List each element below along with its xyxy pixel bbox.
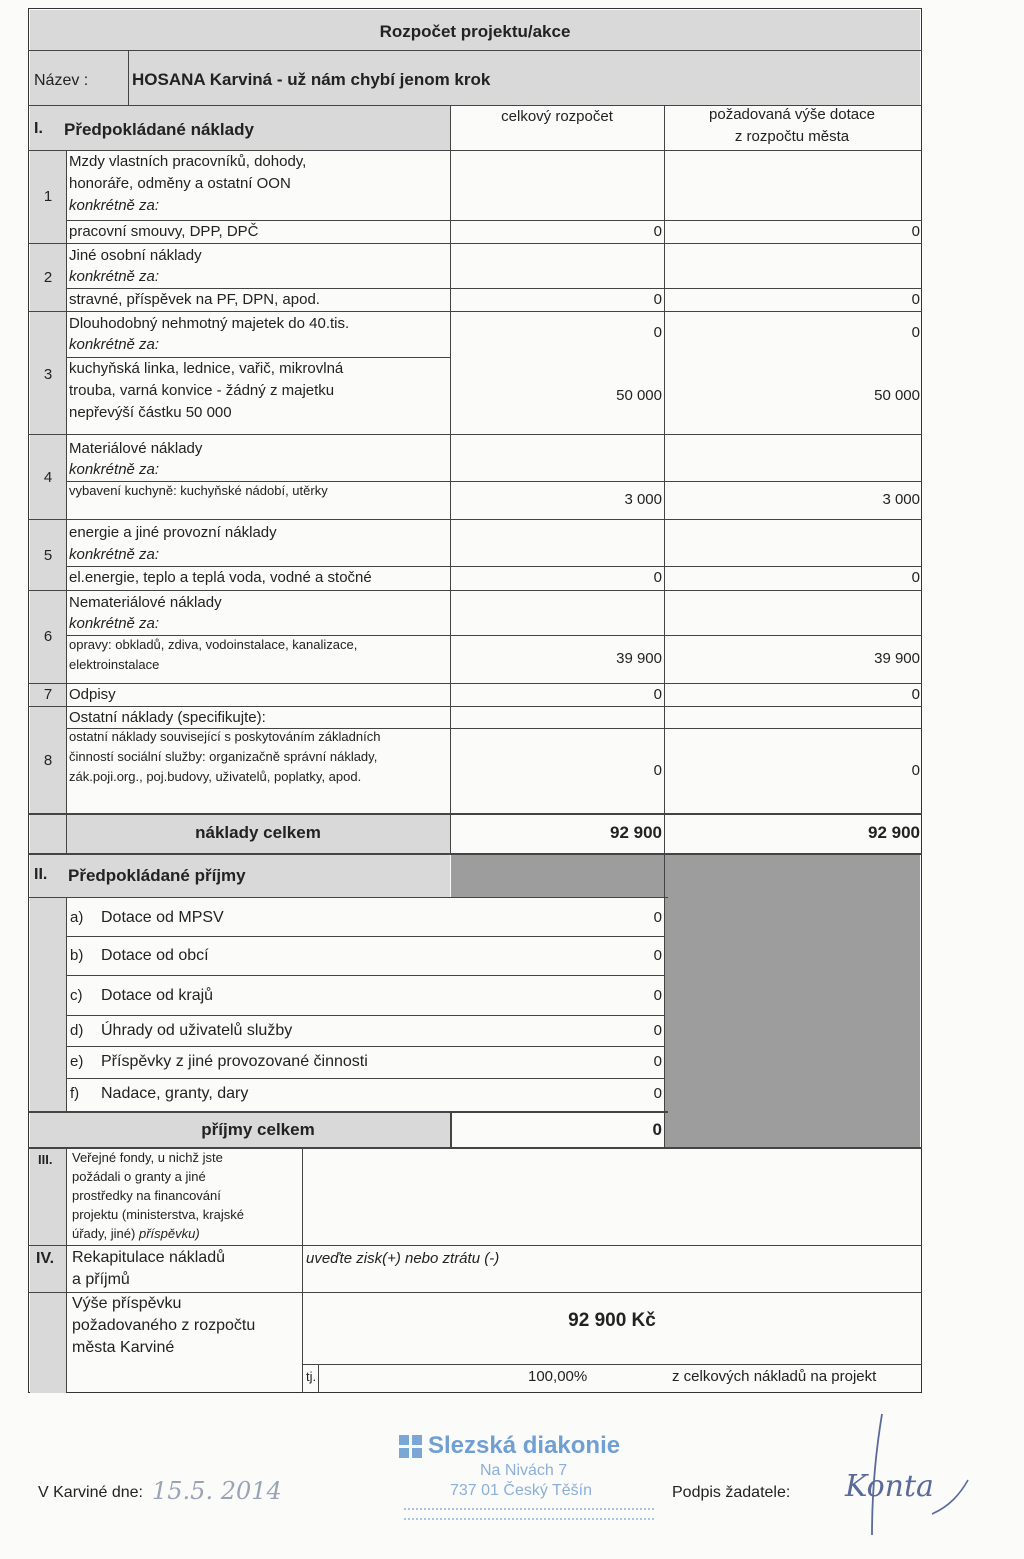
row3-detail-3: nepřevýší částku 50 000 (69, 404, 232, 421)
section4-label-2: a příjmů (72, 1271, 130, 1288)
diakonie-logo-icon (398, 1434, 424, 1460)
row4-detail: vybavení kuchyně: kuchyňské nádobí, utěrky (69, 483, 328, 498)
name-label: Název : (34, 72, 89, 89)
row2-detail: stravné, příspěvek na PF, DPN, apod. (69, 291, 320, 308)
section3-line-2: požádali o granty a jiné (72, 1169, 206, 1184)
row1-total: 0 (653, 223, 662, 240)
row3-detail-1: kuchyňská linka, lednice, vařič, mikrovlná (69, 360, 344, 377)
row3-requested: 50 000 (874, 387, 920, 404)
section1-title: Předpokládané náklady (64, 120, 254, 139)
row8-detail-3: zák.poji.org., poj.budovy, uživatelů, poplatky, apod. (69, 769, 362, 784)
row4-total: 3 000 (624, 491, 662, 508)
income-e-letter: e) (70, 1053, 84, 1070)
row3-detail-2: trouba, varná konvice - žádný z majetku (69, 382, 335, 399)
date-label: V Karviné dne: (38, 1484, 143, 1501)
income-e-label: Příspěvky z jiné provozované činnosti (101, 1053, 368, 1070)
costs-requested: 92 900 (868, 823, 920, 842)
section4-num: IV. (36, 1250, 55, 1267)
section3-line-4: projektu (ministerstva, krajské (72, 1207, 244, 1222)
contribution-amount: 92 900 Kč (568, 1310, 656, 1331)
contribution-note: z celkových nákladů na projekt (672, 1368, 877, 1385)
row5-total: 0 (653, 569, 662, 586)
row8-num: 8 (43, 752, 53, 769)
income-f-letter: f) (70, 1085, 80, 1102)
stamp-line1: Na Nivách 7 (480, 1462, 568, 1479)
row3-title-requested: 0 (911, 324, 920, 341)
section2-num: II. (34, 866, 48, 883)
costs-total: 92 900 (610, 823, 662, 842)
row1-title-1: Mzdy vlastních pracovníků, dohody, (69, 153, 307, 170)
income-e-value: 0 (653, 1053, 662, 1070)
signature-stroke-icon (832, 1410, 972, 1540)
income-a-value: 0 (653, 909, 662, 926)
row6-total: 39 900 (616, 650, 662, 667)
project-name: HOSANA Karviná - už nám chybí jenom krok (132, 70, 491, 89)
contribution-tj: tj. (306, 1369, 317, 1384)
income-a-letter: a) (70, 909, 84, 926)
contribution-label-3: města Karviné (72, 1339, 175, 1356)
income-a-label: Dotace od MPSV (101, 909, 224, 926)
income-total: 0 (652, 1120, 662, 1139)
row3-total: 50 000 (616, 387, 662, 404)
row1-title-2: honoráře, odměny a ostatní OON (69, 175, 291, 192)
row3-concretely: konkrétně za: (69, 336, 160, 353)
row7-title: Odpisy (69, 686, 116, 703)
income-b-label: Dotace od obcí (101, 947, 209, 964)
income-total-label: příjmy celkem (201, 1120, 315, 1139)
row7-num: 7 (43, 686, 53, 703)
income-d-value: 0 (653, 1022, 662, 1039)
row5-detail: el.energie, teplo a teplá voda, vodné a stočné (69, 569, 372, 586)
row4-num: 4 (43, 469, 53, 486)
income-f-value: 0 (653, 1085, 662, 1102)
form-title: Rozpočet projektu/akce (379, 22, 571, 41)
row1-requested: 0 (911, 223, 920, 240)
stamp (396, 1428, 666, 1538)
row2-num: 2 (43, 269, 53, 286)
row5-concretely: konkrétně za: (69, 546, 160, 563)
income-c-letter: c) (70, 987, 83, 1004)
row1-num: 1 (43, 188, 53, 205)
section3-num: III. (38, 1152, 53, 1167)
income-c-label: Dotace od krajů (101, 987, 214, 1004)
section4-hint: uveďte zisk(+) nebo ztrátu (-) (306, 1250, 500, 1267)
row6-requested: 39 900 (874, 650, 920, 667)
contribution-label-2: požadovaného z rozpočtu (72, 1317, 256, 1334)
row8-title: Ostatní náklady (specifikujte): (69, 709, 266, 726)
row1-concretely: konkrétně za: (69, 197, 160, 214)
row8-detail-1: ostatní náklady související s poskytováním základních (69, 729, 381, 744)
row5-requested: 0 (911, 569, 920, 586)
contribution-percent: 100,00% (528, 1368, 588, 1385)
row6-detail-1: opravy: obkladů, zdiva, vodoinstalace, kanalizace, (69, 637, 358, 652)
row2-requested: 0 (911, 291, 920, 308)
income-f-label: Nadace, granty, dary (101, 1085, 249, 1102)
contribution-label-1: Výše příspěvku (72, 1295, 182, 1312)
section3-line-1: Veřejné fondy, u nichž jste (72, 1150, 223, 1165)
row3-title-total: 0 (653, 324, 662, 341)
row4-requested: 3 000 (882, 491, 920, 508)
income-d-label: Úhrady od uživatelů služby (101, 1022, 293, 1039)
date-value: 15.5. 2014 (152, 1477, 282, 1505)
income-b-letter: b) (70, 947, 84, 964)
row6-num: 6 (43, 628, 53, 645)
row3-num: 3 (43, 366, 53, 383)
stamp-line2: 737 01 Český Těšín (450, 1482, 593, 1499)
row6-detail-2: elektroinstalace (69, 657, 160, 672)
section2-title: Předpokládané příjmy (68, 866, 246, 885)
col-total-header: celkový rozpočet (501, 108, 613, 125)
row6-title: Nemateriálové náklady (69, 594, 222, 611)
row1-detail: pracovní smouvy, DPP, DPČ (69, 223, 259, 240)
row8-total: 0 (653, 762, 662, 779)
income-d-letter: d) (70, 1022, 84, 1039)
row4-concretely: konkrétně za: (69, 461, 160, 478)
row2-total: 0 (653, 291, 662, 308)
income-b-value: 0 (653, 947, 662, 964)
col-requested-header-1: požadovaná výše dotace (709, 106, 875, 123)
row6-concretely: konkrétně za: (69, 615, 160, 632)
section3-line-5: úřady, jiné) příspěvku) (72, 1226, 200, 1241)
income-c-value: 0 (653, 987, 662, 1004)
row5-num: 5 (43, 547, 53, 564)
stamp-org: Slezská diakonie (428, 1432, 621, 1459)
row7-total: 0 (653, 686, 662, 703)
signature: Konta (845, 1469, 934, 1504)
col-requested-header-2: z rozpočtu města (734, 128, 850, 145)
row3-title: Dlouhodobný nehmotný majetek do 40.tis. (69, 315, 350, 332)
row8-detail-2: činností sociální služby: organizačně správní náklady, (69, 749, 378, 764)
costs-total-label: náklady celkem (195, 823, 321, 842)
row7-requested: 0 (911, 686, 920, 703)
row2-title: Jiné osobní náklady (69, 247, 202, 264)
row8-requested: 0 (911, 762, 920, 779)
signature-label: Podpis žadatele: (672, 1484, 791, 1501)
row4-title: Materiálové náklady (69, 440, 203, 457)
section1-num: I. (34, 120, 43, 137)
section3-line-3: prostředky na financování (72, 1188, 221, 1203)
section4-label-1: Rekapitulace nákladů (72, 1249, 225, 1266)
row2-concretely: konkrétně za: (69, 268, 160, 285)
row5-title: energie a jiné provozní náklady (69, 524, 277, 541)
